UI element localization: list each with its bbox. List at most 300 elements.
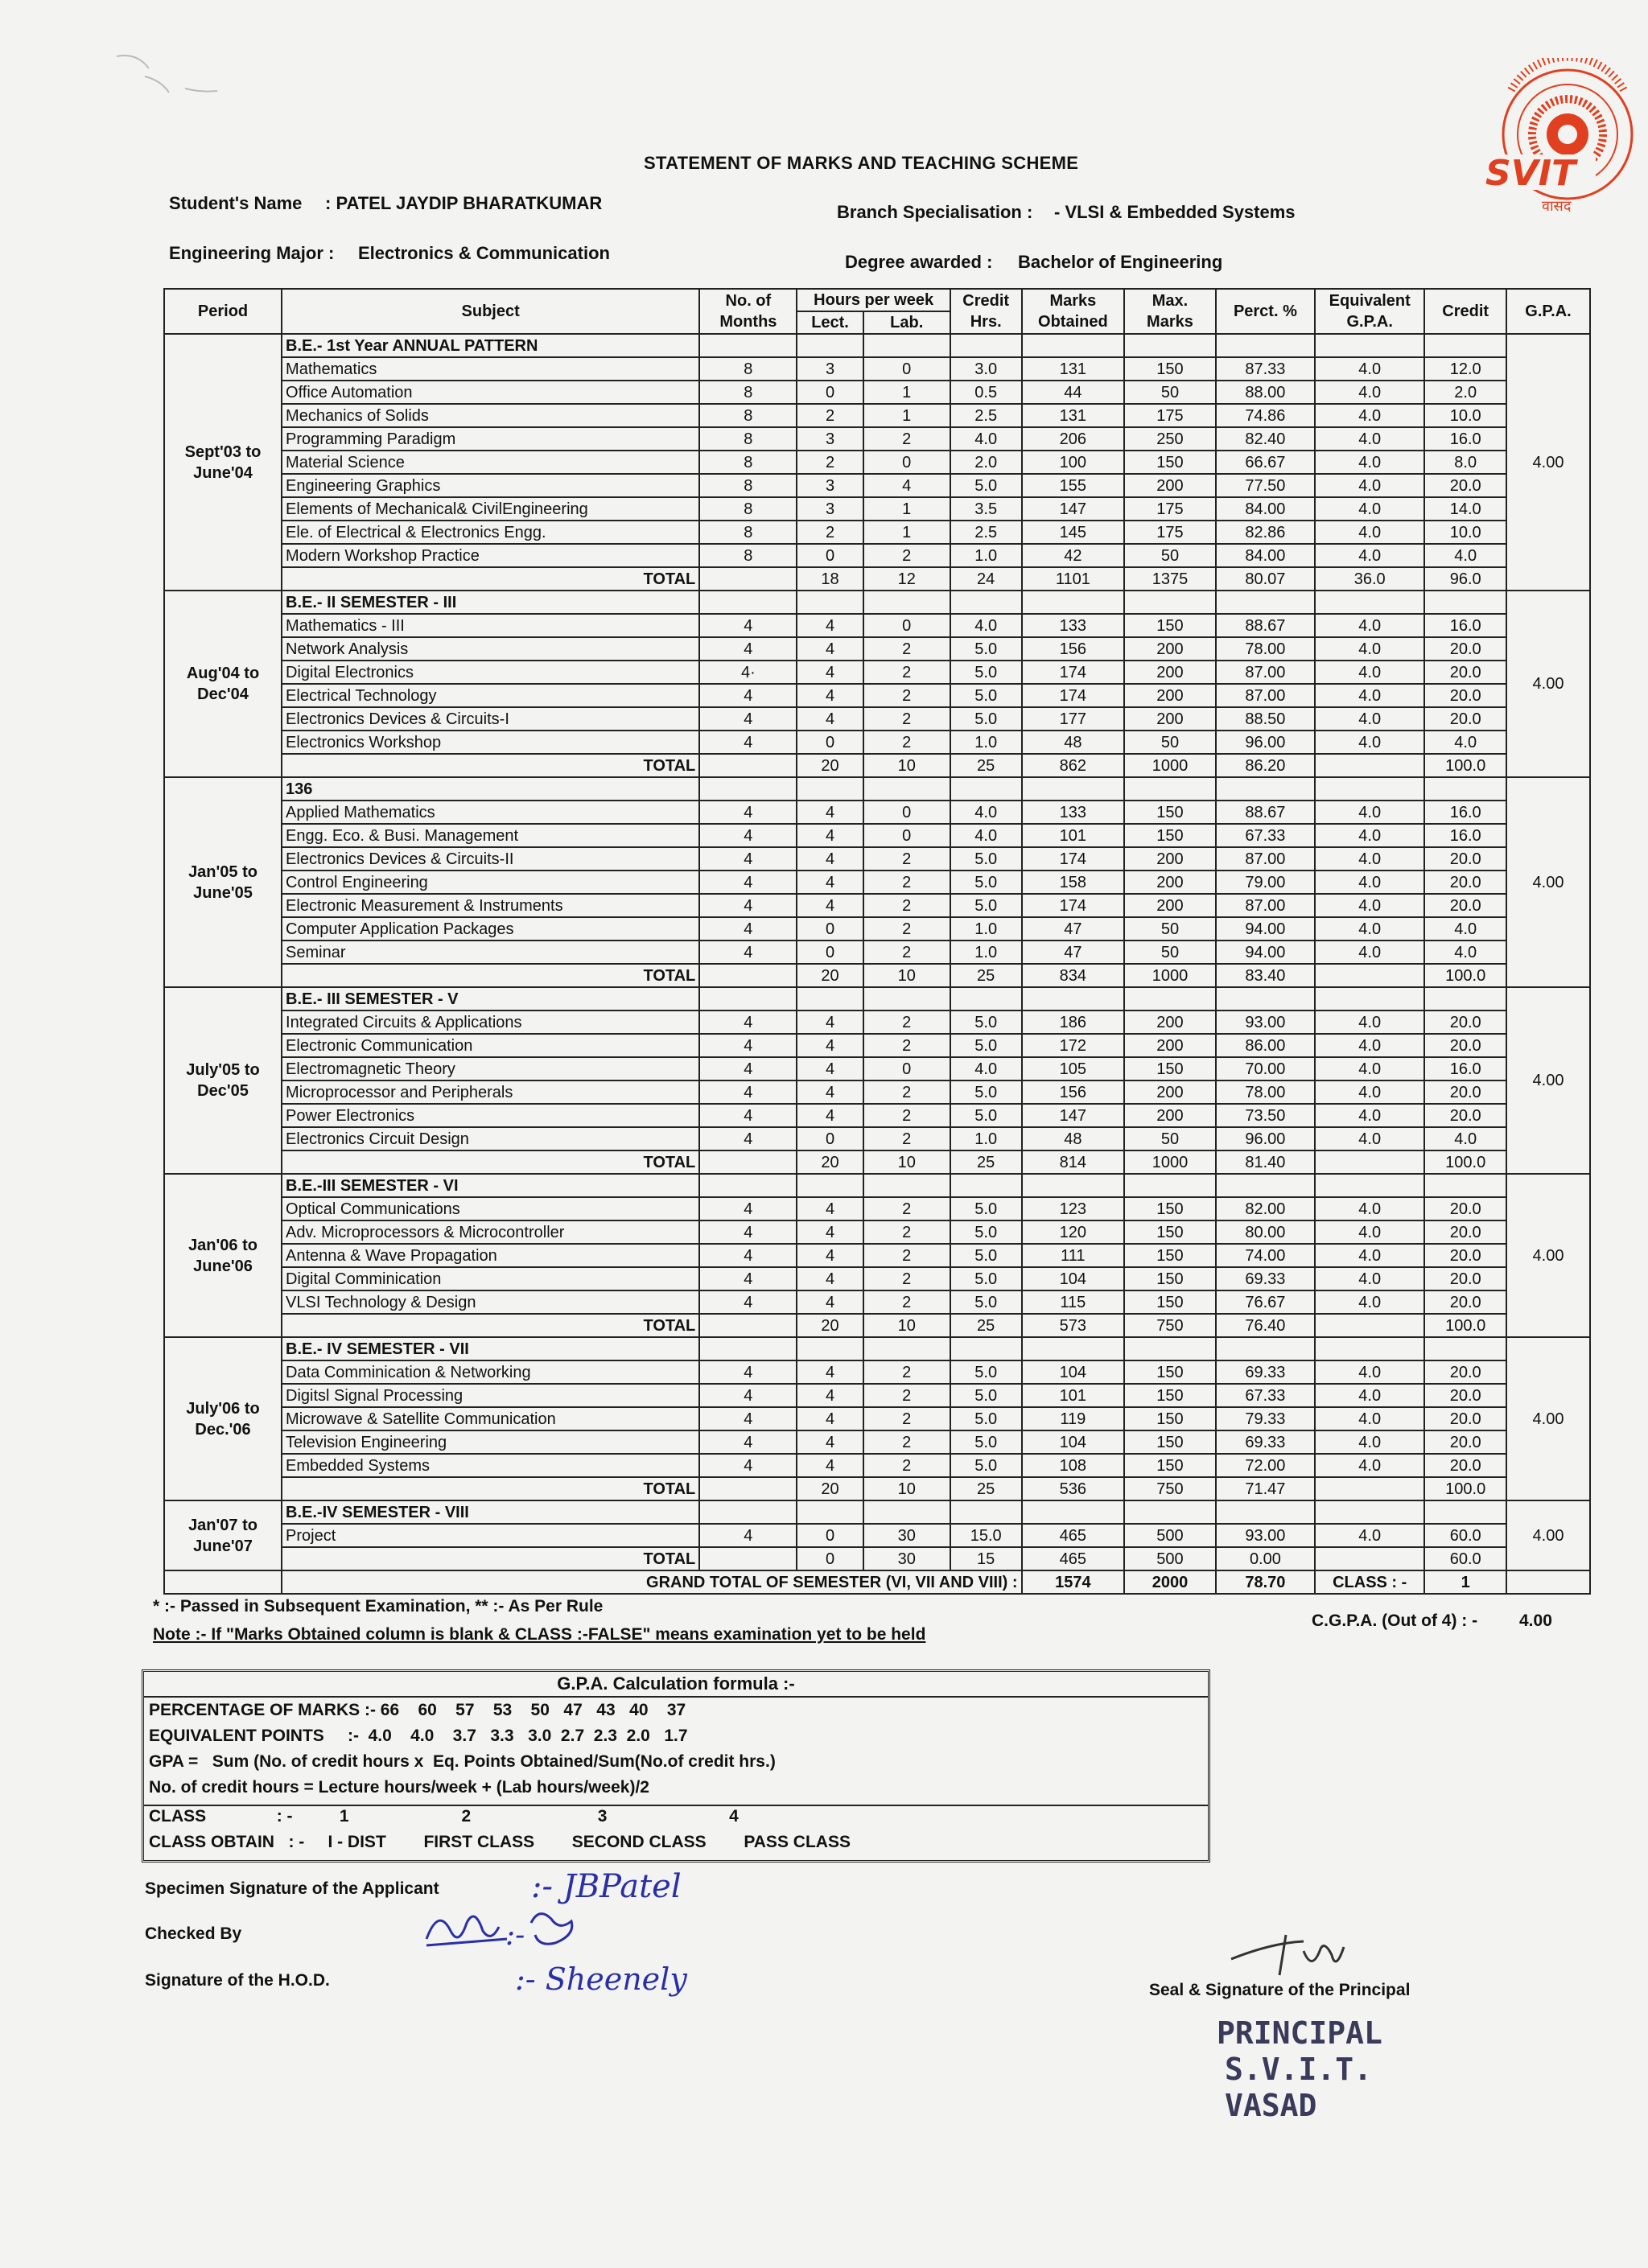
table-row (164, 1104, 1590, 1127)
credit-hrs-cell: 5.0 (950, 1104, 1022, 1127)
empty-cell (1424, 777, 1506, 801)
equiv-gpa-cell: 4.0 (1315, 1104, 1424, 1127)
perct-cell: 78.00 (1216, 637, 1315, 661)
table-row (164, 357, 1590, 381)
table-row (164, 1267, 1590, 1290)
lect-cell: 4 (797, 1057, 863, 1080)
equiv-gpa-cell: 4.0 (1315, 707, 1424, 731)
max-marks-cell: 200 (1124, 871, 1216, 894)
equiv-gpa-cell: 4.0 (1315, 1057, 1424, 1080)
months-cell: 4 (699, 894, 797, 917)
table-row (164, 871, 1590, 894)
empty-cell (950, 334, 1022, 357)
months-cell: 4 (699, 1407, 797, 1430)
credit-hrs-cell: 5.0 (950, 1267, 1022, 1290)
months-cell: 4 (699, 801, 797, 824)
marks-cell: 133 (1022, 614, 1125, 637)
perct-cell: 76.67 (1216, 1290, 1315, 1314)
marks-total-cell: 573 (1022, 1314, 1125, 1337)
lab-total-cell: 10 (863, 1150, 950, 1174)
equiv-gpa-cell: 4.0 (1315, 1034, 1424, 1057)
max-marks-cell: 500 (1124, 1524, 1216, 1547)
formula-class-obtain-line: CLASS OBTAIN : - I - DIST FIRST CLASS SECOND CLASS PASS CLASS (149, 1833, 851, 1851)
marks-cell: 105 (1022, 1057, 1125, 1080)
table-row (164, 684, 1590, 707)
empty-cell (1216, 591, 1315, 614)
max-marks-cell: 150 (1124, 1057, 1216, 1080)
max-marks-cell: 150 (1124, 1454, 1216, 1477)
marks-cell: 48 (1022, 731, 1125, 754)
equiv-gpa-cell: 4.0 (1315, 1244, 1424, 1267)
marks-cell: 104 (1022, 1360, 1125, 1384)
perct-cell: 96.00 (1216, 731, 1315, 754)
credit-cell: 16.0 (1424, 427, 1506, 451)
lab-cell: 2 (863, 707, 950, 731)
subject-cell: Mechanics of Solids (282, 404, 699, 427)
table-row (164, 1080, 1590, 1104)
header-hours: Hours per week (797, 289, 950, 311)
empty-cell (1424, 1337, 1506, 1360)
credit-cell: 16.0 (1424, 614, 1506, 637)
formula-divider (144, 1805, 1208, 1806)
marks-cell: 47 (1022, 941, 1125, 964)
lect-cell: 0 (797, 731, 863, 754)
lab-cell: 2 (863, 684, 950, 707)
empty-cell (1424, 1174, 1506, 1197)
student-name: : PATEL JAYDIP BHARATKUMAR (325, 193, 603, 213)
lab-cell: 2 (863, 544, 950, 567)
branch-value: - VLSI & Embedded Systems (1054, 202, 1296, 222)
gpa-cell: 4.00 (1506, 777, 1590, 987)
table-row (164, 614, 1590, 637)
subject-cell: Adv. Microprocessors & Microcontroller (282, 1220, 699, 1244)
credit-hrs-cell: 5.0 (950, 1407, 1022, 1430)
empty-cell (1424, 591, 1506, 614)
applicant-signature: :- JBPatel (531, 1868, 682, 1905)
lect-cell: 4 (797, 1244, 863, 1267)
major-label: Engineering Major : (169, 243, 335, 263)
marks-cell: 206 (1022, 427, 1125, 451)
credit-hrs-cell: 5.0 (950, 871, 1022, 894)
subject-cell: Electrical Technology (282, 684, 699, 707)
equiv-gpa-cell: 4.0 (1315, 847, 1424, 871)
max-marks-cell: 200 (1124, 1034, 1216, 1057)
semester-heading: B.E.- II SEMESTER - III (282, 591, 699, 614)
empty-cell (950, 987, 1022, 1011)
perct-total-cell: 80.07 (1216, 567, 1315, 591)
credit-hrs-total-cell: 25 (950, 964, 1022, 987)
empty-cell (1124, 1337, 1216, 1360)
months-cell: 4 (699, 1454, 797, 1477)
max-marks-cell: 150 (1124, 357, 1216, 381)
empty-cell (1124, 987, 1216, 1011)
equiv-gpa-cell: 4.0 (1315, 801, 1424, 824)
months-total-cell (699, 567, 797, 591)
credit-total-cell: 100.0 (1424, 964, 1506, 987)
table-row (164, 1290, 1590, 1314)
lab-cell: 0 (863, 451, 950, 474)
subject-cell: Elements of Mechanical& CivilEngineering (282, 497, 699, 521)
lab-cell: 2 (863, 731, 950, 754)
perct-cell: 93.00 (1216, 1524, 1315, 1547)
lab-cell: 2 (863, 1104, 950, 1127)
subject-cell: Digital Electronics (282, 661, 699, 684)
credit-hrs-cell: 5.0 (950, 474, 1022, 497)
max-marks-cell: 50 (1124, 1127, 1216, 1150)
equiv-gpa-cell: 4.0 (1315, 474, 1424, 497)
lect-cell: 0 (797, 917, 863, 941)
table-row (164, 1057, 1590, 1080)
header-max-marks: Max. Marks (1124, 289, 1216, 334)
formula-class-line: CLASS : - 1 2 3 4 (149, 1807, 739, 1826)
lab-cell: 2 (863, 847, 950, 871)
perct-cell: 88.67 (1216, 614, 1315, 637)
header-equiv-gpa: Equivalent G.P.A. (1315, 289, 1424, 334)
max-marks-total-cell: 500 (1124, 1547, 1216, 1570)
marks-total-cell: 465 (1022, 1547, 1125, 1570)
marks-cell: 131 (1022, 357, 1125, 381)
empty-cell (1315, 1337, 1424, 1360)
empty-cell (863, 777, 950, 801)
credit-cell: 20.0 (1424, 847, 1506, 871)
months-cell: 4 (699, 1011, 797, 1034)
perct-cell: 87.33 (1216, 357, 1315, 381)
student-name-label: Student's Name (169, 193, 303, 213)
subject-cell: Mathematics - III (282, 614, 699, 637)
marks-cell: 156 (1022, 1080, 1125, 1104)
table-row (164, 497, 1590, 521)
equiv-gpa-cell: 4.0 (1315, 614, 1424, 637)
max-marks-total-cell: 750 (1124, 1314, 1216, 1337)
lab-cell: 2 (863, 1290, 950, 1314)
equiv-gpa-cell: 4.0 (1315, 661, 1424, 684)
semester-heading-row (164, 334, 1590, 357)
max-marks-cell: 150 (1124, 1197, 1216, 1220)
subject-cell: Microwave & Satellite Communication (282, 1407, 699, 1430)
period-cell: July'06 to Dec.'06 (164, 1337, 282, 1500)
months-total-cell (699, 1314, 797, 1337)
logo-subtext: वासद (1542, 198, 1572, 215)
gpa-cell: 4.00 (1506, 1337, 1590, 1500)
max-marks-cell: 200 (1124, 894, 1216, 917)
formula-points-line: EQUIVALENT POINTS :- 4.0 4.0 3.7 3.3 3.0 2.7 2.3 2.0 1.7 (149, 1727, 688, 1745)
credit-cell: 14.0 (1424, 497, 1506, 521)
total-row (164, 567, 1590, 591)
max-marks-cell: 150 (1124, 451, 1216, 474)
equiv-gpa-cell: 4.0 (1315, 871, 1424, 894)
credit-total-cell: 60.0 (1424, 1547, 1506, 1570)
lect-cell: 4 (797, 1360, 863, 1384)
equiv-gpa-cell: 4.0 (1315, 1127, 1424, 1150)
credit-cell: 20.0 (1424, 661, 1506, 684)
gpa-cell: 4.00 (1506, 591, 1590, 777)
perct-cell: 88.00 (1216, 381, 1315, 404)
period-cell: July'05 to Dec'05 (164, 987, 282, 1174)
subject-cell: Optical Communications (282, 1197, 699, 1220)
max-marks-cell: 200 (1124, 707, 1216, 731)
grand-total-marks: 1574 (1022, 1570, 1125, 1594)
subject-cell: Microprocessor and Peripherals (282, 1080, 699, 1104)
total-row (164, 754, 1590, 777)
credit-cell: 20.0 (1424, 1360, 1506, 1384)
checked-by-label: Checked By (145, 1924, 242, 1943)
credit-total-cell: 100.0 (1424, 1150, 1506, 1174)
table-row (164, 427, 1590, 451)
subject-cell: Engg. Eco. & Busi. Management (282, 824, 699, 847)
cgpa-value: 4.00 (1519, 1611, 1552, 1630)
credit-cell: 4.0 (1424, 941, 1506, 964)
lect-cell: 4 (797, 1011, 863, 1034)
credit-hrs-cell: 0.5 (950, 381, 1022, 404)
subject-cell: Electronics Devices & Circuits-II (282, 847, 699, 871)
lect-cell: 4 (797, 871, 863, 894)
lab-total-cell: 10 (863, 964, 950, 987)
credit-hrs-cell: 2.0 (950, 451, 1022, 474)
semester-heading: B.E.- IV SEMESTER - VII (282, 1337, 699, 1360)
subject-cell: Seminar (282, 941, 699, 964)
perct-cell: 84.00 (1216, 497, 1315, 521)
lab-cell: 2 (863, 1384, 950, 1407)
equiv-gpa-cell: 4.0 (1315, 1080, 1424, 1104)
equiv-gpa-cell: 4.0 (1315, 404, 1424, 427)
credit-cell: 4.0 (1424, 917, 1506, 941)
table-row (164, 544, 1590, 567)
perct-cell: 94.00 (1216, 917, 1315, 941)
marks-body (164, 334, 1590, 1594)
lab-cell: 0 (863, 357, 950, 381)
empty-cell (863, 334, 950, 357)
table-row (164, 1244, 1590, 1267)
credit-cell: 20.0 (1424, 637, 1506, 661)
grand-total-max: 2000 (1124, 1570, 1216, 1594)
subject-cell: Modern Workshop Practice (282, 544, 699, 567)
credit-hrs-cell: 4.0 (950, 427, 1022, 451)
empty-cell (1022, 777, 1125, 801)
formula-credit-line: No. of credit hours = Lecture hours/week + (Lab hours/week)/2 (149, 1778, 649, 1797)
months-total-cell (699, 1150, 797, 1174)
lab-cell: 2 (863, 1197, 950, 1220)
cgpa-label: C.G.P.A. (Out of 4) : - (1312, 1611, 1478, 1630)
equiv-gpa-cell: 4.0 (1315, 1267, 1424, 1290)
table-row (164, 474, 1590, 497)
table-row (164, 1384, 1590, 1407)
lab-total-cell: 10 (863, 754, 950, 777)
perct-total-cell: 81.40 (1216, 1150, 1315, 1174)
lab-cell: 0 (863, 801, 950, 824)
perct-cell: 87.00 (1216, 847, 1315, 871)
empty-cell (1315, 1174, 1424, 1197)
lab-cell: 1 (863, 497, 950, 521)
lab-cell: 2 (863, 1407, 950, 1430)
perct-cell: 96.00 (1216, 1127, 1315, 1150)
perct-cell: 82.86 (1216, 521, 1315, 544)
months-cell: 4 (699, 684, 797, 707)
credit-hrs-cell: 4.0 (950, 1057, 1022, 1080)
lect-cell: 0 (797, 1127, 863, 1150)
lab-cell: 2 (863, 1360, 950, 1384)
max-marks-cell: 200 (1124, 474, 1216, 497)
lect-cell: 4 (797, 1267, 863, 1290)
equiv-gpa-total-cell (1315, 1547, 1424, 1570)
lect-cell: 4 (797, 1384, 863, 1407)
lab-cell: 1 (863, 521, 950, 544)
total-label: TOTAL (282, 1477, 699, 1500)
perct-cell: 80.00 (1216, 1220, 1315, 1244)
credit-cell: 16.0 (1424, 1057, 1506, 1080)
perct-cell: 69.33 (1216, 1430, 1315, 1454)
credit-cell: 20.0 (1424, 474, 1506, 497)
equiv-gpa-total-cell (1315, 1150, 1424, 1174)
credit-cell: 4.0 (1424, 544, 1506, 567)
table-row (164, 1407, 1590, 1430)
perct-cell: 87.00 (1216, 894, 1315, 917)
header-months: No. of Months (699, 289, 797, 334)
table-row (164, 941, 1590, 964)
empty-cell (1315, 987, 1424, 1011)
empty-cell (1022, 1337, 1125, 1360)
equiv-gpa-cell: 4.0 (1315, 824, 1424, 847)
total-label: TOTAL (282, 964, 699, 987)
lect-cell: 4 (797, 614, 863, 637)
lab-cell: 2 (863, 871, 950, 894)
grand-total-label: GRAND TOTAL OF SEMESTER (VI, VII AND VIII) : (282, 1570, 1022, 1594)
grand-total-row (164, 1570, 1590, 1594)
lect-cell: 2 (797, 521, 863, 544)
semester-heading: B.E.- 1st Year ANNUAL PATTERN (282, 334, 699, 357)
lab-cell: 1 (863, 381, 950, 404)
empty-cell (1424, 987, 1506, 1011)
months-total-cell (699, 964, 797, 987)
major-value: Electronics & Communication (358, 243, 610, 263)
lab-total-cell: 30 (863, 1547, 950, 1570)
lect-cell: 4 (797, 684, 863, 707)
table-row (164, 1220, 1590, 1244)
credit-hrs-cell: 1.0 (950, 941, 1022, 964)
lect-total-cell: 20 (797, 1477, 863, 1500)
months-cell: 8 (699, 357, 797, 381)
max-marks-total-cell: 1000 (1124, 964, 1216, 987)
credit-total-cell: 100.0 (1424, 1477, 1506, 1500)
subject-cell: Network Analysis (282, 637, 699, 661)
perct-cell: 93.00 (1216, 1011, 1315, 1034)
period-cell: Jan'06 to June'06 (164, 1174, 282, 1337)
max-marks-total-cell: 1000 (1124, 754, 1216, 777)
hod-signature: :- Sheenely (515, 1961, 687, 1997)
marks-cell: 172 (1022, 1034, 1125, 1057)
perct-total-cell: 86.20 (1216, 754, 1315, 777)
credit-hrs-cell: 2.5 (950, 521, 1022, 544)
lect-cell: 2 (797, 404, 863, 427)
equiv-gpa-cell: 4.0 (1315, 1454, 1424, 1477)
marks-cell: 100 (1022, 451, 1125, 474)
empty-cell (1216, 1337, 1315, 1360)
equiv-gpa-total-cell (1315, 964, 1424, 987)
empty-cell (1424, 1500, 1506, 1524)
scan-artifact (113, 44, 233, 101)
footnote: * :- Passed in Subsequent Examination, ** :- As Per Rule (153, 1597, 604, 1616)
equiv-gpa-cell: 4.0 (1315, 381, 1424, 404)
credit-cell: 20.0 (1424, 1104, 1506, 1127)
semester-heading-row (164, 1500, 1590, 1524)
marks-total-cell: 1101 (1022, 567, 1125, 591)
marks-cell: 108 (1022, 1454, 1125, 1477)
empty-cell (699, 987, 797, 1011)
credit-cell: 20.0 (1424, 1034, 1506, 1057)
table-row (164, 1524, 1590, 1547)
empty-cell (1216, 334, 1315, 357)
logo-text: SVIT (1485, 153, 1576, 194)
credit-cell: 20.0 (1424, 871, 1506, 894)
lect-total-cell: 0 (797, 1547, 863, 1570)
table-row (164, 1454, 1590, 1477)
marks-cell: 131 (1022, 404, 1125, 427)
perct-cell: 73.50 (1216, 1104, 1315, 1127)
table-row (164, 661, 1590, 684)
subject-cell: Antenna & Wave Propagation (282, 1244, 699, 1267)
credit-cell: 20.0 (1424, 1220, 1506, 1244)
months-cell: 8 (699, 451, 797, 474)
subject-cell: Electronics Workshop (282, 731, 699, 754)
marks-total-cell: 814 (1022, 1150, 1125, 1174)
header-credit: Credit (1424, 289, 1506, 334)
lab-cell: 0 (863, 824, 950, 847)
empty-cell (1315, 1500, 1424, 1524)
hod-signature-label: Signature of the H.O.D. (145, 1971, 330, 1990)
perct-cell: 86.00 (1216, 1034, 1315, 1057)
perct-cell: 77.50 (1216, 474, 1315, 497)
table-row (164, 404, 1590, 427)
table-row (164, 1360, 1590, 1384)
class-value: 1 (1424, 1570, 1506, 1594)
subject-cell: Electronics Devices & Circuits-I (282, 707, 699, 731)
empty-cell (699, 334, 797, 357)
months-cell: 4 (699, 1057, 797, 1080)
equiv-gpa-cell: 4.0 (1315, 1197, 1424, 1220)
table-row (164, 731, 1590, 754)
marks-cell: 48 (1022, 1127, 1125, 1150)
equiv-gpa-total-cell (1315, 1477, 1424, 1500)
lect-cell: 4 (797, 1454, 863, 1477)
empty-cell (1022, 1174, 1125, 1197)
credit-cell: 16.0 (1424, 824, 1506, 847)
max-marks-cell: 200 (1124, 847, 1216, 871)
credit-total-cell: 100.0 (1424, 1314, 1506, 1337)
header-lect: Lect. (797, 311, 863, 334)
marks-cell: 174 (1022, 847, 1125, 871)
semester-heading-row (164, 1337, 1590, 1360)
marks-cell: 465 (1022, 1524, 1125, 1547)
applicant-signature-label: Specimen Signature of the Applicant (145, 1879, 439, 1898)
credit-hrs-cell: 5.0 (950, 637, 1022, 661)
max-marks-cell: 50 (1124, 544, 1216, 567)
table-row (164, 381, 1590, 404)
marks-cell: 119 (1022, 1407, 1125, 1430)
months-cell: 4 (699, 1220, 797, 1244)
equiv-gpa-total-cell (1315, 754, 1424, 777)
lect-cell: 4 (797, 801, 863, 824)
credit-hrs-total-cell: 25 (950, 754, 1022, 777)
grand-total-perct: 78.70 (1216, 1570, 1315, 1594)
max-marks-cell: 150 (1124, 801, 1216, 824)
months-cell: 8 (699, 474, 797, 497)
lab-cell: 2 (863, 1454, 950, 1477)
table-row (164, 1034, 1590, 1057)
lect-total-cell: 20 (797, 964, 863, 987)
credit-cell: 20.0 (1424, 1080, 1506, 1104)
credit-hrs-total-cell: 24 (950, 567, 1022, 591)
lab-cell: 2 (863, 1430, 950, 1454)
perct-total-cell: 76.40 (1216, 1314, 1315, 1337)
